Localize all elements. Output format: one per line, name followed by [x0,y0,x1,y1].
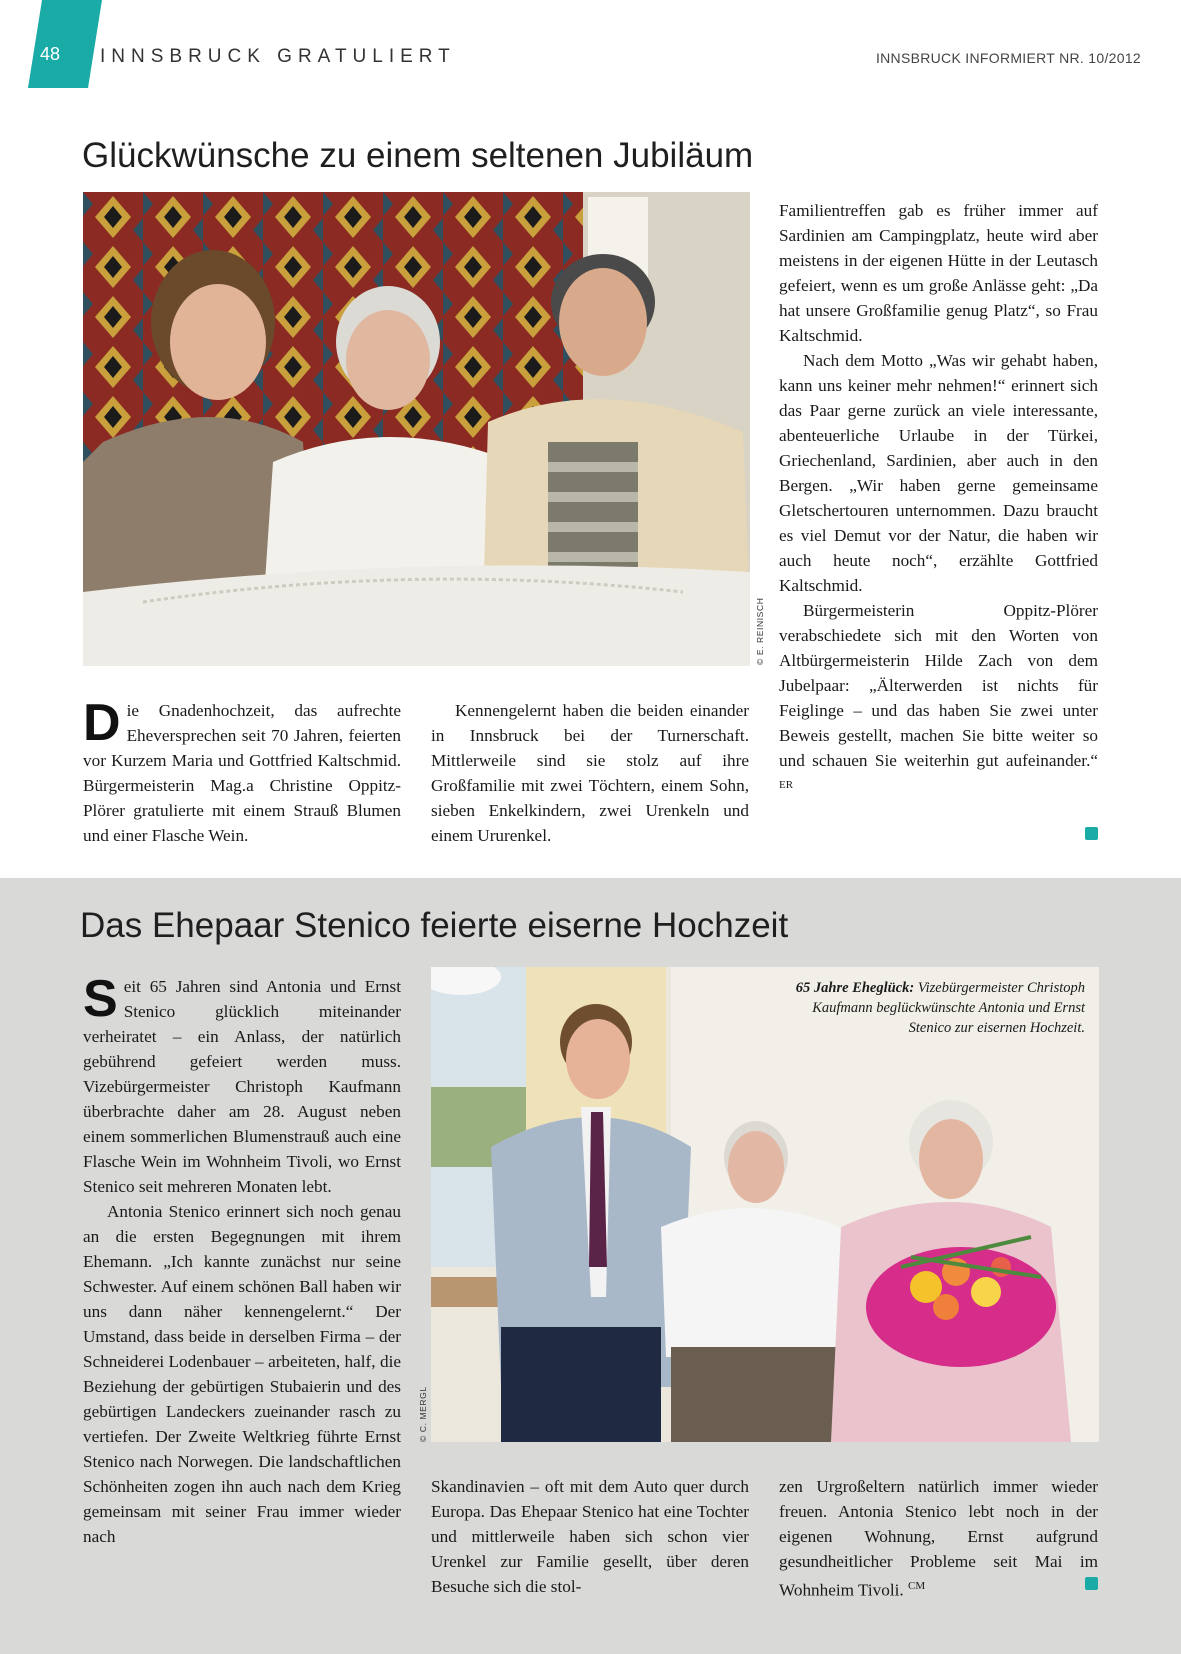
article1-photo-credit: © E. REINISCH [755,597,765,665]
article2-column-3 [779,1474,1098,1603]
article2-photo-image [431,967,1099,1442]
section-title: INNSBRUCK GRATULIERT [100,46,456,67]
article1-column-2 [431,698,749,848]
article2-photo-caption [770,978,1085,1038]
article1-end-mark [1085,827,1098,840]
article1-col3-p2: Nach dem Motto „Was wir gehabt haben, kann uns keiner mehr nehmen!“ erinnert sich das Paar gerne zurück an viele interessante, abenteuerliche Urlaube in der Türkei, Griechenland, Sardinien, aber auch in den Bergen. „Wir haben gerne gemeinsame Gletschertouren unternommen. Dazu braucht es viel Demut vor der Natur, die haben wir auch heute noch“, erzählte Gottfried Kaltschmid. [779,351,1098,595]
article2-caption-bold: 65 Jahre Eheglück: [795,980,915,996]
article2-col2-text: Skandinavien – oft mit dem Auto quer durch Europa. Das Ehepaar Stenico hat eine Tochter und mittlerweile haben sich schon vier Urenkel zur Familie gesellt, über deren Besuche sich die stol- [431,1477,749,1596]
article2-photo-credit: © C. MERGL [418,1386,428,1442]
article2-headline: Das Ehepaar Stenico feierte eiserne Hochzeit [80,906,789,945]
article1-col1-text: ie Gnadenhochzeit, das aufrechte Eheversprechen seit 70 Jahren, feierten vor Kurzem Maria und Gottfried Kaltschmid. Bürgermeisterin Mag.a Christine Oppitz-Plörer gratulierte mit einem Strauß Blumen und einer Flasche Wein. [83,701,401,845]
article1-photo [83,192,750,666]
article2-caption-text: Vizebürgermeister Christoph Kaufmann beglückwünschte Antonia und Ernst Stenico zur eisernen Hochzeit. [812,980,1085,1036]
article2-column-1 [83,970,401,1549]
article1-col3-p3: Bürgermeisterin Oppitz-Plörer verabschiedete sich mit den Worten von Altbürgermeisterin Hilde Zach von dem Jubelpaar: „Älterwerden ist nichts für Feiglinge – und das haben Sie zwei unter Beweis gestellt, machen Sie bitte weiter so und schauen Sie weiterhin gut aufeinander.“ [779,601,1098,770]
article1-column-1 [83,694,401,848]
article1-headline: Glückwünsche zu einem seltenen Jubiläum [82,136,754,175]
article2-end-mark [1085,1577,1098,1590]
article2-col1-p1: eit 65 Jahren sind Antonia und Ernst Stenico glücklich miteinander verheiratet – ein Anlass, der natürlich gebührend gefeiert werden muss. Vizebürgermeister Christoph Kaufmann überbrachte daher am 28. August neben einem sommerlichen Blumenstrauß auch eine Flasche Wein im Wohnheim Tivoli, wo Ernst Stenico seit mehreren Monaten lebt. [83,977,401,1196]
article2-column-2 [431,1474,749,1599]
page-number: 48 [40,44,61,64]
article2-photo [431,967,1099,1442]
article2-col1-p2: Antonia Stenico erinnert sich noch genau an die ersten Begegnungen mit ihrem Ehemann. „Ich kannte zunächst nur seine Schwester. Auf einem schönen Ball haben wir uns dann näher kennengelernt.“ Der Umstand, dass beide in derselben Firma – der Schneiderei Lodenbauer – arbeiteten, half, die Beziehung der gebürtigen Stubaierin und des gebürtigen Landeckers zueinander rasch zu vertiefen. Der Zweite Weltkrieg führte Ernst Stenico nach Norwegen. Die landschaftlichen Schönheiten zogen ihn auch nach dem Krieg gemeinsam mit seiner Frau immer wieder nach [83,1202,401,1546]
article1-photo-image [83,192,750,666]
article1-signature: ER [779,779,794,791]
article2-signature: CM [907,1580,926,1592]
article1-dropcap: D [83,694,121,752]
article2-dropcap: S [83,970,118,1028]
article2-col3-text: zen Urgroßeltern natürlich immer wieder freuen. Antonia Stenico lebt noch in der eigenen Wohnung, Ernst aufgrund gesundheitlicher Probleme seit Mai im Wohnheim Tivoli. [779,1477,1098,1600]
article1-col2-text: Kennengelernt haben die beiden einander in Innsbruck bei der Turnerschaft. Mittlerweile sind sie stolz auf ihre Großfamilie mit zwei Töchtern, einem Sohn, sieben Enkelkindern, zwei Urenkeln und einem Ururenkel. [431,701,749,845]
article1-col3-p1: Familientreffen gab es früher immer auf Sardinien am Campingplatz, heute wird aber meistens in der eigenen Hütte in der Leutasch gefeiert, wenn es um große Anlässe geht: „Da hat unsere Großfamilie genug Platz“, so Frau Kaltschmid. [779,201,1098,345]
article1-column-3 [779,198,1098,802]
issue-label: INNSBRUCK INFORMIERT NR. 10/2012 [875,50,1141,66]
